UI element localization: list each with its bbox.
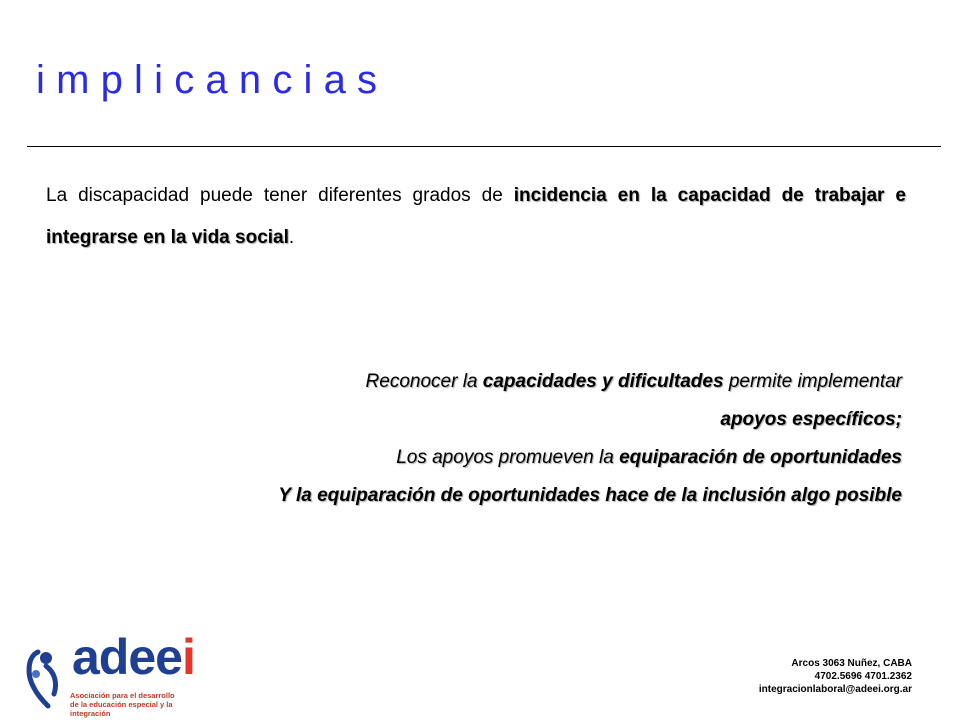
intro-text-1: La discapacidad puede tener diferentes grados de bbox=[46, 185, 514, 206]
adeei-logo bbox=[24, 628, 214, 716]
logo-wordmark-main: adee bbox=[72, 629, 182, 685]
email-link[interactable]: integracionlaboral@adeei.org.ar bbox=[758, 684, 912, 695]
title-divider bbox=[27, 146, 941, 147]
logo-subtitle-line-2: de la educación especial y la integración bbox=[70, 700, 173, 718]
line3-text-a: Los apoyos promueven la bbox=[396, 447, 620, 468]
phone-numbers: 4702.5696 4701.2362 bbox=[814, 671, 912, 682]
key-message bbox=[60, 363, 902, 515]
key-message-line-1 bbox=[60, 363, 902, 401]
line2-emphasis: apoyos específicos; bbox=[720, 409, 902, 430]
logo-subtitle-line-1: Asociación para el desarrollo bbox=[70, 691, 175, 700]
intro-paragraph bbox=[46, 175, 906, 259]
key-message-line-4 bbox=[60, 477, 902, 515]
key-message-line-2 bbox=[60, 401, 902, 439]
intro-emphasis: incidencia en la capacidad de trabajar e integrarse en la vida social bbox=[46, 185, 906, 248]
line3-emphasis: equiparación de oportunidades bbox=[619, 447, 902, 468]
intro-text-2: . bbox=[288, 227, 295, 248]
key-message-line-3 bbox=[60, 439, 902, 477]
contact-info bbox=[759, 657, 912, 696]
logo-wordmark-suffix: i bbox=[181, 629, 195, 685]
address: Arcos 3063 Nuñez, CABA bbox=[791, 658, 912, 669]
line1-text-a: Reconocer la bbox=[365, 371, 483, 392]
line4-emphasis: Y la equiparación de oportunidades hace de la inclusión algo posible bbox=[278, 485, 902, 506]
logo-wordmark bbox=[72, 628, 195, 686]
people-figure-icon bbox=[24, 644, 72, 714]
logo-subtitle bbox=[70, 691, 214, 718]
line1-emphasis: capacidades y dificultades bbox=[482, 371, 724, 392]
line1-text-c: permite implementar bbox=[723, 371, 902, 392]
slide-title: implicancias bbox=[36, 58, 389, 102]
